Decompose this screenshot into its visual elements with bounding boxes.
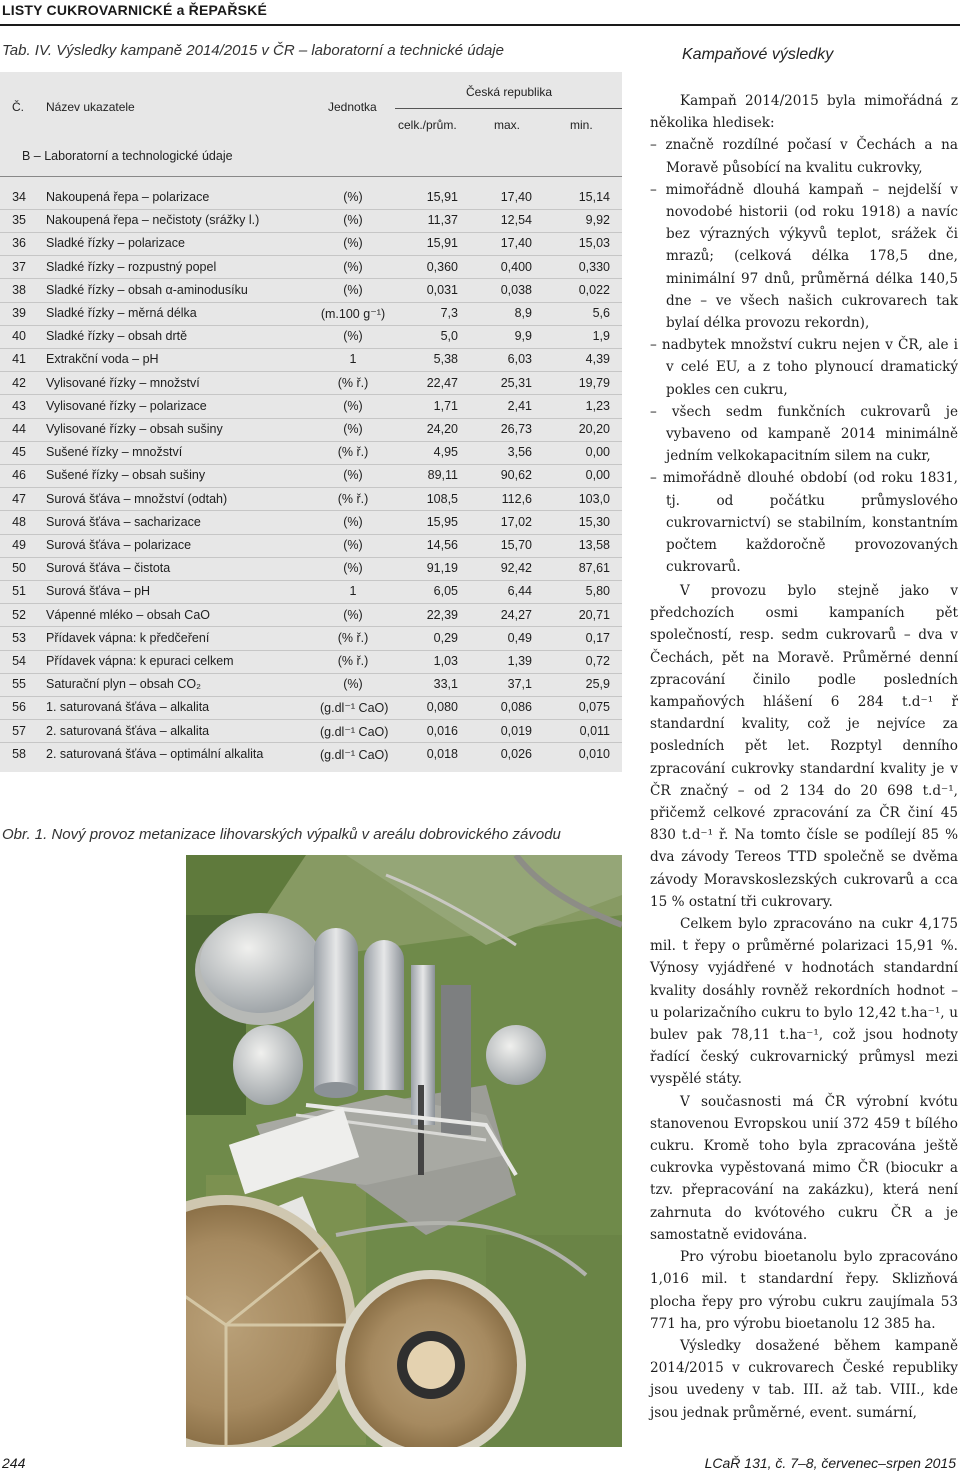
- table-row: [0, 279, 622, 302]
- row-max: 26,73: [500, 422, 532, 436]
- row-avg: 15,91: [426, 190, 458, 204]
- row-name: 2. saturovaná šťáva – optimální alkalita: [46, 746, 264, 761]
- table-header: [0, 72, 622, 182]
- article-paragraph: V provozu bylo stejně jako v předchozích osmi kampaních pět společností, resp. sedm cukrovarů – dva v Čechách, pět na Moravě. Průměrné denní zpracování činilo podle posledních kampaňových hlášení 6 284 t.d⁻¹ ř standardní kvality, což je nejvíce za posledních pět let. Rozptyl denního zpracování cukrovky standardní kvality je v ČR značný – od 2 134 do 20 698 t.d⁻¹, přičemž celkové zpracování za ČR činí 45 830 t.d⁻¹ ř. Na tomto čísle se podílejí 85 % dva závody Tereos TTD společně se dvěma závody Moravskoslezských cukrovarů a cca 15 % ostatní tři cukrovary.: [650, 583, 958, 910]
- row-name: Surová šťáva – množství (odtah): [46, 491, 228, 506]
- row-min: 15,14: [578, 190, 610, 204]
- row-avg: 15,95: [426, 514, 458, 529]
- row-unit: (g.dl⁻¹ CaO): [320, 747, 389, 762]
- row-max: 6,44: [507, 584, 532, 599]
- row-max: 9,9: [514, 329, 532, 344]
- row-name: Sladké řízky – polarizace: [46, 236, 185, 251]
- table-row: [0, 325, 622, 348]
- row-unit: (%): [343, 329, 363, 344]
- journal-footer: LCaŘ 131, č. 7–8, červenec–srpen 2015: [704, 1455, 956, 1471]
- row-min: 0,075: [578, 700, 610, 715]
- row-max: 0,026: [500, 746, 532, 761]
- row-name: Sušené řízky – obsah sušiny: [46, 468, 206, 483]
- page-header: [0, 0, 960, 24]
- row-min: 5,80: [585, 584, 610, 599]
- section-label: B – Laboratorní a technologické údaje: [22, 149, 233, 163]
- table-row: [0, 720, 622, 743]
- row-unit: 1: [349, 352, 357, 367]
- row-unit: (%): [343, 677, 363, 692]
- row-unit: (g.dl⁻¹ CaO): [320, 724, 389, 739]
- row-number: 54: [12, 654, 26, 668]
- row-unit: (%): [343, 398, 363, 413]
- row-max: 17,02: [500, 514, 532, 529]
- row-name: Sladké řízky – rozpustný popel: [46, 259, 217, 274]
- row-number: 37: [12, 259, 26, 274]
- row-max: 6,03: [507, 352, 532, 367]
- row-min: 20,20: [578, 422, 610, 436]
- row-number: 48: [12, 514, 26, 529]
- header-min: min.: [570, 118, 593, 132]
- header-no: Č.: [12, 100, 24, 114]
- row-unit: (%): [343, 259, 363, 274]
- row-max: 2,41: [507, 398, 532, 413]
- table-caption: Tab. IV. Výsledky kampaně 2014/2015 v ČR – laboratorní a technické údaje: [2, 42, 504, 59]
- row-max: 0,019: [500, 723, 532, 738]
- article-intro: Kampaň 2014/2015 byla mimořádná z několika hledisek:: [650, 93, 958, 132]
- row-unit: (%): [343, 190, 363, 204]
- row-avg: 14,56: [426, 538, 458, 552]
- row-number: 42: [12, 375, 26, 390]
- row-number: 39: [12, 306, 26, 320]
- row-name: Vápenné mléko – obsah CaO: [46, 607, 210, 622]
- row-name: Nakoupená řepa – polarizace: [46, 190, 210, 204]
- row-max: 112,6: [501, 491, 532, 506]
- row-number: 55: [12, 677, 26, 692]
- row-avg: 108,5: [426, 491, 458, 506]
- table-row: [0, 627, 622, 650]
- table-row: [0, 256, 622, 279]
- table-row: [0, 302, 622, 325]
- article-paragraph: Celkem bylo zpracováno na cukr 4,175 mil. t řepy o průměrné polarizaci 15,91 %. Výnosy vyjádřené v hodnotách standardní kvality dosáhly rovněž rekordních hodnot – u polarizačního cukru to bylo 12,42 t.ha⁻¹, u bulev pak 78,11 t.ha⁻¹, což jsou hodnoty řadící český cukrovarnický průmysl mezi vyspělé státy.: [650, 916, 958, 1088]
- table-row: [0, 557, 622, 580]
- article-paragraph: Pro výrobu bioetanolu bylo zpracováno 1,016 mil. t standardní řepy. Sklizňová plocha řepy pro výrobu cukru zaujímala 53 771 ha, pro výrobu bioetanolu 12 385 ha.: [650, 1249, 958, 1332]
- row-avg: 15,91: [426, 236, 458, 251]
- table-row: [0, 418, 622, 441]
- row-name: Saturační plyn – obsah CO₂: [46, 677, 201, 692]
- row-max: 0,400: [500, 259, 532, 274]
- row-avg: 6,05: [433, 584, 458, 599]
- row-avg: 91,19: [426, 561, 458, 576]
- row-name: Nakoupená řepa – nečistoty (srážky l.): [46, 213, 260, 228]
- row-unit: (%): [343, 236, 363, 251]
- article-body: [650, 580, 958, 1424]
- row-name: Vylisované řízky – množství: [46, 375, 200, 390]
- row-min: 15,03: [578, 236, 610, 251]
- row-min: 0,00: [585, 445, 610, 460]
- row-number: 46: [12, 468, 26, 483]
- row-name: Extrakční voda – pH: [46, 352, 159, 367]
- header-avg: celk./prům.: [398, 118, 457, 132]
- row-number: 38: [12, 282, 26, 297]
- row-max: 92,42: [500, 561, 532, 576]
- photo-caption: Obr. 1. Nový provoz metanizace lihovarských výpalků v areálu dobrovického závodu: [2, 826, 561, 843]
- row-min: 9,92: [585, 213, 610, 228]
- row-avg: 1,03: [433, 654, 458, 668]
- header-rule: [0, 24, 960, 26]
- row-unit: (%): [343, 514, 363, 529]
- row-number: 44: [12, 422, 26, 436]
- row-avg: 0,29: [433, 630, 458, 645]
- row-avg: 0,018: [426, 746, 458, 761]
- table-row: [0, 348, 622, 371]
- header-unit: Jednotka: [328, 100, 377, 114]
- bullet-item: – mimořádně dlouhé období (od roku 1831, tj. od počátku průmyslového cukrovarnictví) se stabilním, konstantním počtem každoročně provozovaných cukrovarů.: [650, 470, 958, 576]
- row-name: Přídavek vápna: k předčeření: [46, 630, 210, 645]
- row-number: 41: [12, 352, 26, 367]
- row-name: 1. saturovaná šťáva – alkalita: [46, 700, 210, 715]
- row-name: Sladké řízky – obsah drtě: [46, 329, 188, 344]
- row-avg: 1,71: [433, 398, 458, 413]
- row-name: 2. saturovaná šťáva – alkalita: [46, 723, 210, 738]
- row-avg: 22,47: [426, 375, 458, 390]
- table-row: [0, 673, 622, 696]
- row-min: 0,010: [578, 746, 610, 761]
- table-row: [0, 604, 622, 627]
- table-row: [0, 186, 622, 209]
- header-max: max.: [494, 118, 521, 132]
- row-min: 20,71: [578, 607, 610, 622]
- row-max: 37,1: [507, 677, 532, 692]
- row-name: Vylisované řízky – obsah sušiny: [46, 422, 223, 436]
- row-unit: (%): [343, 282, 363, 297]
- bullet-item: – mimořádně dlouhá kampaň – nejdelší v novodobé historii (od roku 1918) a navíc bez výrazných výkyvů teplot, srážek či mrazů; (celková délka 178,5 dne, minimální 97 dnů, průměrná délka 140,5 dne – ve všech našich cukrovarech tak bylaí délka provozu rekordn),: [650, 181, 958, 332]
- row-unit: (%): [343, 561, 363, 576]
- section-heading: Kampaňové výsledky: [682, 46, 834, 63]
- row-min: 5,6: [592, 306, 610, 320]
- row-number: 34: [12, 190, 26, 204]
- row-avg: 11,37: [427, 213, 458, 228]
- row-max: 3,56: [507, 445, 532, 460]
- row-unit: (%): [343, 468, 363, 483]
- header-region: Česká republika: [466, 85, 553, 99]
- row-avg: 33,1: [433, 677, 458, 692]
- row-unit: (% ř.): [337, 654, 369, 668]
- row-number: 45: [12, 445, 26, 460]
- header-name: Název ukazatele: [46, 100, 135, 114]
- row-max: 17,40: [500, 190, 532, 204]
- row-max: 24,27: [500, 607, 532, 622]
- row-name: Přídavek vápna: k epuraci celkem: [46, 654, 234, 668]
- row-min: 13,58: [578, 538, 610, 552]
- row-max: 12,54: [500, 213, 532, 228]
- row-min: 0,330: [578, 259, 610, 274]
- row-unit: (% ř.): [337, 375, 369, 390]
- row-avg: 7,3: [440, 306, 458, 320]
- table-row: [0, 511, 622, 534]
- row-number: 49: [12, 538, 26, 552]
- row-avg: 4,95: [433, 445, 458, 460]
- row-max: 0,038: [500, 282, 532, 297]
- row-max: 17,40: [500, 236, 532, 251]
- table-row: [0, 743, 622, 766]
- row-min: 103,0: [578, 491, 610, 506]
- row-number: 50: [12, 561, 26, 576]
- row-name: Surová šťáva – čistota: [46, 561, 171, 576]
- row-name: Sladké řízky – měrná délka: [46, 306, 197, 320]
- article-paragraph: Výsledky dosažené během kampaně 2014/2015 v cukrovarech České republiky jsou uvedeny v tab. III. až tab. VIII., kde jsou jednak průměrné, event. sumární,: [650, 1337, 958, 1421]
- bullet-item: – nadbytek množství cukru nejen v ČR, ale i v celé EU, a z toho plynoucí dramatický pokles cen cukru,: [650, 337, 959, 398]
- table-row: [0, 580, 622, 603]
- row-unit: (%): [343, 213, 363, 228]
- table-row: [0, 441, 622, 464]
- header-rule: [395, 108, 622, 109]
- bullet-item: – značně rozdílné počasí v Čechách a na Moravě působící na kvalitu cukrovky,: [650, 137, 958, 176]
- row-number: 47: [12, 491, 26, 506]
- row-avg: 24,20: [426, 422, 458, 436]
- row-number: 43: [12, 398, 26, 413]
- row-min: 0,022: [578, 282, 610, 297]
- table-row: [0, 232, 622, 255]
- row-unit: 1: [349, 584, 357, 599]
- row-max: 8,9: [514, 306, 532, 320]
- table-row: [0, 696, 622, 719]
- row-unit: (% ř.): [337, 630, 369, 645]
- row-number: 51: [12, 584, 26, 599]
- row-unit: (% ř.): [337, 491, 369, 506]
- row-name: Surová šťáva – polarizace: [46, 538, 192, 552]
- table-row: [0, 395, 622, 418]
- row-min: 25,9: [585, 677, 610, 692]
- table-row: [0, 209, 622, 232]
- row-avg: 0,080: [426, 700, 458, 715]
- row-min: 0,011: [579, 723, 610, 738]
- row-min: 19,79: [578, 375, 610, 390]
- running-head: LISTY CUKROVARNICKÉ a ŘEPAŘSKÉ: [2, 2, 268, 18]
- row-min: 0,00: [585, 468, 610, 483]
- row-number: 58: [12, 746, 26, 761]
- row-avg: 22,39: [426, 607, 458, 622]
- row-max: 0,086: [500, 700, 532, 715]
- row-number: 56: [12, 700, 26, 715]
- row-min: 0,17: [585, 630, 610, 645]
- bullet-item: – všech sedm funkčních cukrovarů je vybaveno od kampaně 2014 minimálně jedním velkokapacitním silem na cukr,: [650, 403, 958, 465]
- row-max: 0,49: [507, 630, 532, 645]
- row-number: 40: [12, 329, 26, 344]
- aerial-photo: [186, 855, 622, 1447]
- row-avg: 0,360: [426, 259, 458, 274]
- aerial-photo-image: [186, 855, 622, 1447]
- row-max: 25,31: [500, 375, 532, 390]
- row-name: Surová šťáva – pH: [46, 584, 151, 599]
- row-unit: (m.100 g⁻¹): [320, 307, 386, 321]
- row-max: 1,39: [507, 654, 532, 668]
- article-paragraph: V současnosti má ČR výrobní kvótu stanovenou Evropskou unií 372 459 t bílého cukru. Kromě toho byla zpracována ještě cukrovka vypěstovaná mimo ČR (biocukr a tzv. přepracování na zakázku), která není zahrnuta do kvótového cukru ČR a je samostatně evidována.: [650, 1093, 958, 1243]
- row-number: 53: [12, 630, 26, 645]
- row-avg: 0,031: [426, 282, 458, 297]
- row-unit: (% ř.): [337, 445, 369, 460]
- row-number: 36: [12, 236, 26, 251]
- row-avg: 0,016: [426, 723, 458, 738]
- row-avg: 5,0: [440, 329, 458, 344]
- row-number: 57: [12, 723, 26, 738]
- row-min: 0,72: [585, 654, 610, 668]
- row-name: Sladké řízky – obsah α-aminodusíku: [46, 282, 248, 297]
- row-avg: 5,38: [433, 352, 458, 367]
- results-table: [0, 72, 622, 772]
- row-min: 87,61: [578, 561, 610, 576]
- row-min: 1,9: [592, 329, 610, 344]
- row-min: 4,39: [585, 352, 610, 367]
- row-unit: (%): [343, 607, 363, 622]
- table-row: [0, 488, 622, 511]
- row-unit: (%): [343, 538, 363, 552]
- table-row: [0, 534, 622, 557]
- row-min: 1,23: [585, 398, 610, 413]
- row-number: 52: [12, 607, 26, 622]
- row-name: Vylisované řízky – polarizace: [46, 398, 207, 413]
- row-min: 15,30: [578, 514, 610, 529]
- table-row: [0, 464, 622, 487]
- table-row: [0, 650, 622, 673]
- table-row: [0, 372, 622, 395]
- row-name: Sušené řízky – množství: [46, 445, 183, 460]
- row-unit: (%): [343, 422, 363, 436]
- page-number: 244: [2, 1455, 26, 1471]
- header-bottom-rule: [0, 176, 622, 177]
- row-max: 15,70: [500, 538, 532, 552]
- row-avg: 89,11: [427, 468, 458, 483]
- row-unit: (g.dl⁻¹ CaO): [320, 701, 389, 716]
- row-name: Surová šťáva – sacharizace: [46, 514, 201, 529]
- row-max: 90,62: [500, 468, 532, 483]
- article-intro-block: [650, 90, 958, 578]
- row-number: 35: [12, 213, 26, 228]
